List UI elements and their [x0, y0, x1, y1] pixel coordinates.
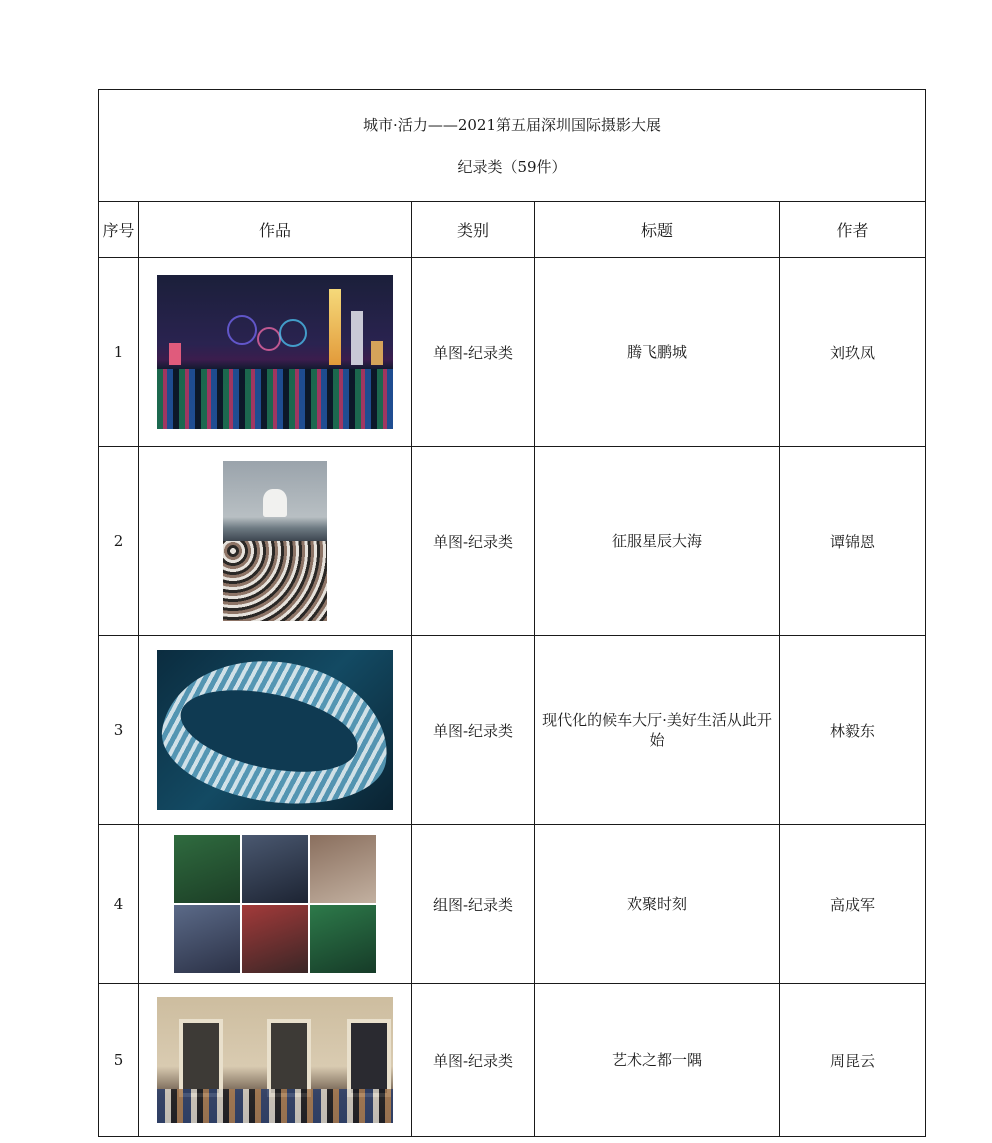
work-cell [139, 447, 412, 636]
work-cell [139, 984, 412, 1137]
row-index: 5 [99, 984, 139, 1137]
gathering-collage-photo[interactable] [174, 835, 376, 973]
row-category: 单图-纪录类 [412, 984, 535, 1137]
station-hall-ceiling-photo[interactable] [157, 650, 393, 810]
header-row [99, 202, 926, 258]
rocket-launch-crowd-photo[interactable] [223, 461, 327, 621]
row-author: 刘玖凤 [780, 258, 926, 447]
table-row [99, 447, 926, 636]
title-line-2: 纪录类（59件） [457, 157, 567, 176]
row-title: 现代化的候车大厅·美好生活从此开始 [535, 636, 780, 825]
row-title: 征服星辰大海 [535, 447, 780, 636]
row-category: 单图-纪录类 [412, 447, 535, 636]
header-author: 作者 [780, 202, 926, 258]
title-line-1: 城市·活力——2021第五届深圳国际摄影大展 [363, 115, 661, 134]
row-author: 周昆云 [780, 984, 926, 1137]
row-index: 4 [99, 825, 139, 984]
row-index: 3 [99, 636, 139, 825]
row-author: 林毅东 [780, 636, 926, 825]
row-title: 腾飞鹏城 [535, 258, 780, 447]
row-category: 组图-纪录类 [412, 825, 535, 984]
document-title [99, 90, 926, 202]
header-title: 标题 [535, 202, 780, 258]
work-cell [139, 258, 412, 447]
header-work: 作品 [139, 202, 412, 258]
table-row [99, 984, 926, 1137]
building-facade-photo[interactable] [157, 997, 393, 1123]
table-row [99, 636, 926, 825]
awards-table [98, 89, 926, 1137]
table-row [99, 825, 926, 984]
row-author: 谭锦恩 [780, 447, 926, 636]
row-index: 2 [99, 447, 139, 636]
work-cell [139, 636, 412, 825]
work-cell [139, 825, 412, 984]
row-category: 单图-纪录类 [412, 636, 535, 825]
header-category: 类别 [412, 202, 535, 258]
table-row [99, 258, 926, 447]
night-skyline-photo[interactable] [157, 275, 393, 429]
row-index: 1 [99, 258, 139, 447]
row-title: 艺术之都一隅 [535, 984, 780, 1137]
title-row [99, 90, 926, 202]
row-title: 欢聚时刻 [535, 825, 780, 984]
row-author: 高成军 [780, 825, 926, 984]
header-index: 序号 [99, 202, 139, 258]
row-category: 单图-纪录类 [412, 258, 535, 447]
